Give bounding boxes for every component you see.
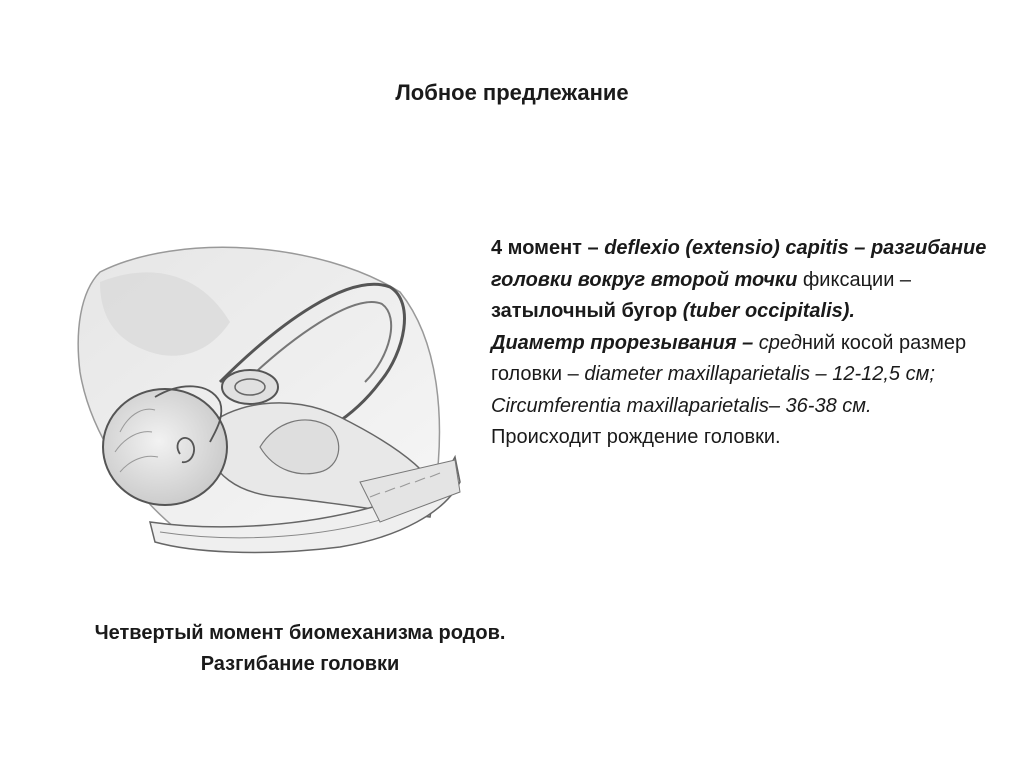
moment-paragraph: 4 момент – deflexio (extensio) capitis – разгибание головки вокруг второй точки фиксации – затылочный бугор (tuber occipitalis). xyxy=(491,237,987,322)
description-text xyxy=(491,233,991,454)
diameter-paragraph: Диаметр прорезывания – средний косой размер головки – diameter maxillaparietalis – 12-12,5 см; xyxy=(491,331,967,385)
circumference-paragraph: Circumferentia maxillaparietalis– 36-38 см. xyxy=(491,394,872,417)
fetal-head xyxy=(103,389,227,505)
birth-head-extension-illustration xyxy=(60,232,470,577)
figure-caption xyxy=(40,618,560,680)
caption-line-2: Разгибание головки xyxy=(200,653,400,675)
birth-paragraph: Происходит рождение головки. xyxy=(491,426,781,448)
symphysis-oval xyxy=(222,370,278,404)
caption-line-1: Четвертый момент биомеханизма родов. xyxy=(94,622,506,644)
slide-title: Лобное предлежание xyxy=(395,80,629,105)
